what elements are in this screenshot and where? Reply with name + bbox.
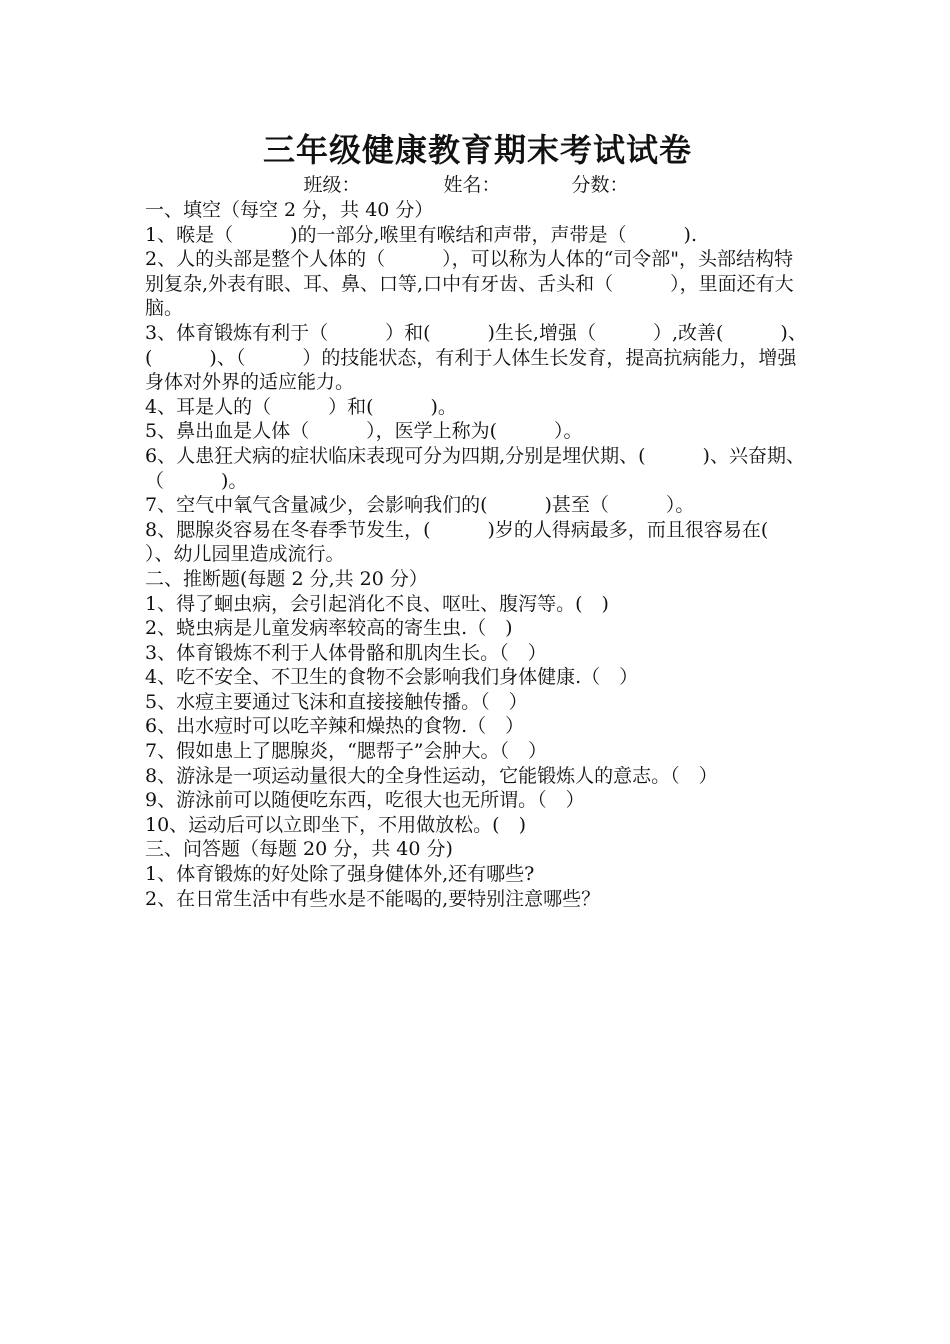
question-line: 4、耳是人的（ ）和( )。 <box>145 395 457 418</box>
question-line: 5、鼻出血是人体（ ），医学上称为( ）。 <box>145 420 583 443</box>
question-line: 2、在日常生活中有些水是不能喝的,要特别注意哪些？ <box>145 887 601 910</box>
question-line: 2、人的头部是整个人体的（ ），可以称为人体的“司令部"，头部结构特别复杂,外表有眼、耳、鼻、口等,口中有牙齿、舌头和（ ），里面还有大脑。 <box>145 248 794 320</box>
question-line: 3、体育锻炼不利于人体骨骼和肌肉生长。（ ） <box>145 641 547 664</box>
question-line: 8、腮腺炎容易在冬春季节发生，( )岁的人得病最多，而且很容易在( ）、幼儿园里造成流行。 <box>145 518 826 566</box>
question-line: 2、蛲虫病是儿童发病率较高的寄生虫.（ ) <box>145 617 513 640</box>
exam-paper <box>145 128 826 911</box>
question-line: 6、人患狂犬病的症状临床表现可分为四期,分别是埋伏期、( )、兴奋期、（ )。 <box>145 444 805 492</box>
question-line: 7、空气中氧气含量减少，会影响我们的( )甚至（ ）。 <box>145 494 695 517</box>
question-line: 1、体育锻炼的好处除了强身健体外,还有哪些? <box>145 863 535 886</box>
question-line: 9、游泳前可以随便吃东西，吃很大也无所谓。（ ） <box>145 789 585 812</box>
score-label: 分数： <box>571 174 629 196</box>
question-line: 1、喉是（ )的一部分,喉里有喉结和声带，声带是（ ). <box>145 223 697 246</box>
question-line: 3、体育锻炼有利于（ ）和( )生长,增强（ ）,改善( )、( )、（ ）的技能状态，有利于人体生长发育，提高抗病能力，增强身体对外界的适应能力。 <box>145 321 807 394</box>
question-line: 6、出水痘时可以吃辛辣和燥热的食物.（ ） <box>145 715 525 738</box>
question-line: 7、假如患上了腮腺炎，“腮帮子”会肿大。（ ） <box>145 740 548 763</box>
section-heading-fill-blank: 一、填空（每空 2 分，共 40 分） <box>145 199 434 221</box>
class-label: 班级： <box>303 174 361 196</box>
question-line: 1、得了蛔虫病，会引起消化不良、呕吐、腹泻等。( ) <box>145 592 609 615</box>
question-line: 4、吃不安全、不卫生的食物不会影响我们身体健康.（ ） <box>145 666 639 689</box>
question-line: 8、游泳是一项运动量很大的全身性运动，它能锻炼人的意志。（ ） <box>145 764 718 787</box>
section-heading-short-answer: 三、问答题（每题 20 分，共 40 分) <box>145 838 453 861</box>
name-label: 姓名： <box>443 174 501 196</box>
section-heading-true-false: 二、推断题(每题 2 分,共 20 分） <box>145 567 428 590</box>
question-line: 10、运动后可以立即坐下，不用做放松。( ) <box>145 813 527 836</box>
student-info-row <box>145 172 810 198</box>
question-line: 5、水痘主要通过飞沫和直接接触传播。（ ） <box>145 690 528 713</box>
page-title: 三年级健康教育期末考试试卷 <box>262 131 692 169</box>
